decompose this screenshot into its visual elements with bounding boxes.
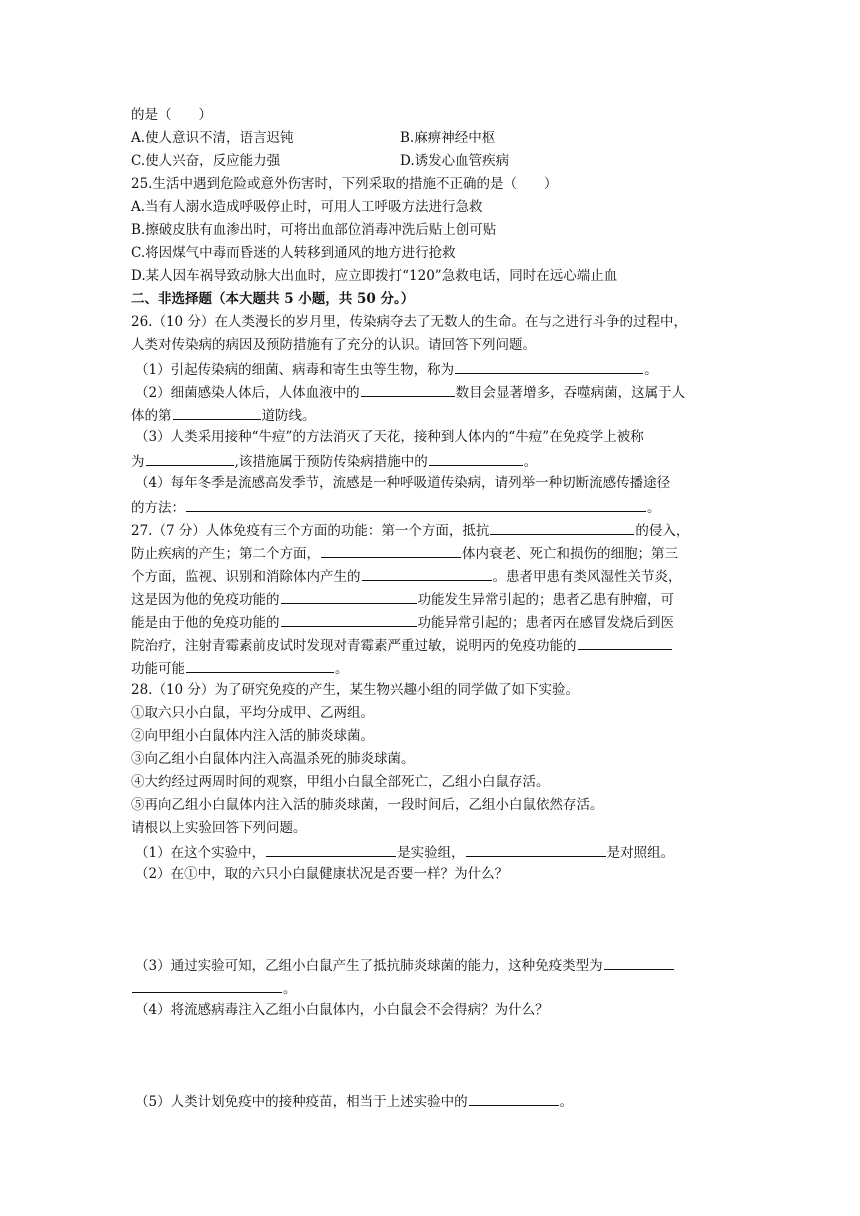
q24-stem-tail: 的是（ ） [131, 107, 212, 123]
q27-line7-text: 功能可能 [131, 661, 185, 677]
q27-line4 [131, 588, 674, 612]
q25-option-c: C.将因煤气中毒而昏迷的人转移到通风的地方进行抢救 [131, 245, 456, 261]
q28-part5-text: （5）人类计划免疫中的接种疫苗，相当于上述实验中的 [135, 1094, 468, 1110]
q24-option-c: C.使人兴奋，反应能力强 [131, 153, 281, 169]
q28-part1 [135, 841, 674, 865]
q28-step3: ③向乙组小白鼠体内注入高温杀死的肺炎球菌。 [131, 751, 415, 767]
q26-part3-text3: ,该措施属于预防传染病措施中的 [234, 454, 428, 470]
q24-option-a: A.使人意识不清，语言迟钝 [131, 130, 294, 146]
q27-blank2[interactable] [321, 542, 461, 558]
q26-blank1[interactable] [455, 358, 643, 374]
q26-part2-text2: 数目会显著增多，吞噬病菌，这属于人 [455, 385, 686, 401]
q27-line3-end: 。患者甲患有类风湿性关节炎， [492, 569, 682, 585]
q28-part3-end: 。 [283, 981, 297, 997]
q28-step5: ⑤再向乙组小白鼠体内注入活的肺炎球菌，一段时间后，乙组小白鼠依然存活。 [131, 797, 604, 813]
q25-stem: 25.生活中遇到危险或意外伤害时，下列采取的措施不正确的是（ ） [131, 176, 558, 192]
q28-part3-text: （3）通过实验可知，乙组小白鼠产生了抵抗肺炎球菌的能力，这种免疫类型为 [135, 958, 603, 974]
q27-blank6[interactable] [578, 634, 672, 650]
q28-part1-text2: 是实验组， [397, 845, 465, 861]
q26-part1-end: 。 [644, 362, 658, 378]
q26-part4-cont [131, 496, 661, 520]
q27-line1 [131, 519, 689, 543]
q27-line1-end: 的侵入， [635, 523, 690, 539]
q28-prompt: 请根以上实验回答下列问题。 [131, 820, 307, 836]
q26-part4: （4）每年冬季是流感高发季节，流感是一种呼吸道传染病，请列举一种切断流感传播途径 [135, 475, 671, 491]
q27-line7-end: 。 [335, 661, 349, 677]
q27-line3 [131, 565, 682, 589]
q27-line1-text: 27.（7 分）人体免疫有三个方面的功能：第一个方面，抵抗 [131, 523, 490, 539]
q27-line5-text: 能是由于他的免疫功能的 [131, 615, 280, 631]
q27-line6 [131, 634, 673, 658]
q26-part1 [135, 358, 658, 382]
q28-part1-end: 是对照组。 [606, 845, 675, 861]
q26-stem-2: 人类对传染病的病因及预防措施有了充分的认识。请回答下列问题。 [131, 337, 536, 353]
q27-blank1[interactable] [490, 519, 634, 535]
q26-stem-1: 26.（10 分）在人类漫长的岁月里，传染病夺去了无数人的生命。在与之进行斗争的过程中， [131, 314, 687, 330]
q26-blank3[interactable] [173, 404, 261, 420]
q27-line3-text: 个方面，监视、识别和消除体内产生的 [131, 569, 361, 585]
q27-line2-text: 防止疾病的产生；第二个方面， [131, 546, 320, 562]
q27-line4-text: 这是因为他的免疫功能的 [131, 592, 280, 608]
q28-part1-text: （1）在这个实验中， [135, 845, 266, 861]
q28-step1: ①取六只小白鼠，平均分成甲、乙两组。 [131, 705, 374, 721]
q28-blank3-cont[interactable] [132, 977, 282, 993]
q25-option-b: B.擦破皮肤有血渗出时，可将出血部位消毒冲洗后贴上创可贴 [131, 222, 497, 238]
q25-option-a: A.当有人溺水造成呼吸停止时，可用人工呼吸方法进行急救 [131, 199, 483, 215]
q26-blank6[interactable] [186, 496, 646, 512]
q26-part1-text: （1）引起传染病的细菌、病毒和寄生虫等生物，称为 [135, 362, 455, 378]
q28-blank3[interactable] [604, 954, 674, 970]
q28-part5 [135, 1090, 573, 1114]
q28-part2: （2）在①中，取的六只小白鼠健康状况是否要一样？为什么？ [135, 866, 509, 882]
q27-line7 [131, 657, 349, 681]
q28-part3 [135, 954, 675, 978]
q27-line5 [131, 611, 674, 635]
q27-blank7[interactable] [186, 657, 334, 673]
q26-part3-text2: 为 [131, 454, 145, 470]
q24-options-row1 [131, 128, 731, 150]
q28-blank4[interactable] [469, 1090, 559, 1106]
q27-line5-end: 功能异常引起的；患者丙在感冒发烧后到医 [417, 615, 674, 631]
q28-step4: ④大约经过两周时间的观察，甲组小白鼠全部死亡，乙组小白鼠存活。 [131, 774, 550, 790]
section2-title: 二、非选择题（本大题共 5 小题，共 50 分。） [131, 291, 415, 307]
q28-part4: （4）将流感病毒注入乙组小白鼠体内，小白鼠会不会得病？为什么？ [135, 1002, 549, 1018]
q26-blank5[interactable] [429, 450, 523, 466]
q26-part3: （3）人类采用接种“牛痘”的方法消灭了天花，接种到人体内的“牛痘”在免疫学上被称 [135, 429, 644, 445]
q28-stem: 28.（10 分）为了研究免疫的产生，某生物兴趣小组的同学做了如下实验。 [131, 682, 579, 698]
q28-step2: ②向甲组小白鼠体内注入活的肺炎球菌。 [131, 728, 374, 744]
q26-part2-text3: 体的第 [131, 408, 172, 424]
q28-part3-cont [131, 977, 297, 1001]
q26-part3-cont [131, 450, 537, 474]
q26-part4-end: 。 [647, 500, 661, 516]
q26-blank2[interactable] [361, 381, 455, 397]
q24-options-row2 [131, 151, 731, 173]
q28-blank1[interactable] [266, 841, 396, 857]
q24-option-d: D.诱发心血管疾病 [400, 153, 510, 169]
q26-part3-end: 。 [523, 454, 538, 470]
q28-part5-end: 。 [559, 1094, 574, 1110]
q27-blank4[interactable] [281, 588, 417, 604]
q26-part2-text: （2）细菌感染人体后，人体血液中的 [135, 385, 360, 401]
q27-blank3[interactable] [362, 565, 492, 581]
q24-option-b: B.麻痹神经中枢 [400, 130, 496, 146]
q26-part2-end: 道防线。 [261, 408, 316, 424]
q28-blank2[interactable] [466, 841, 606, 857]
q26-blank4[interactable] [146, 450, 234, 466]
q27-line4-end: 功能发生异常引起的；患者乙患有肿瘤，可 [417, 592, 674, 608]
q25-option-d: D.某人因车祸导致动脉大出血时，应立即拨打“120”急救电话，同时在远心端止血 [131, 268, 618, 284]
q27-line6-text: 院治疗，注射青霉素前皮试时发现对青霉素严重过敏，说明丙的免疫功能的 [131, 638, 577, 654]
q27-line2 [131, 542, 678, 566]
q26-part2 [135, 381, 685, 405]
q27-line2-end: 体内衰老、死亡和损伤的细胞；第三 [462, 546, 678, 562]
q26-part4-text2: 的方法： [131, 500, 185, 516]
q26-part2-cont [131, 404, 316, 428]
q27-blank5[interactable] [281, 611, 417, 627]
